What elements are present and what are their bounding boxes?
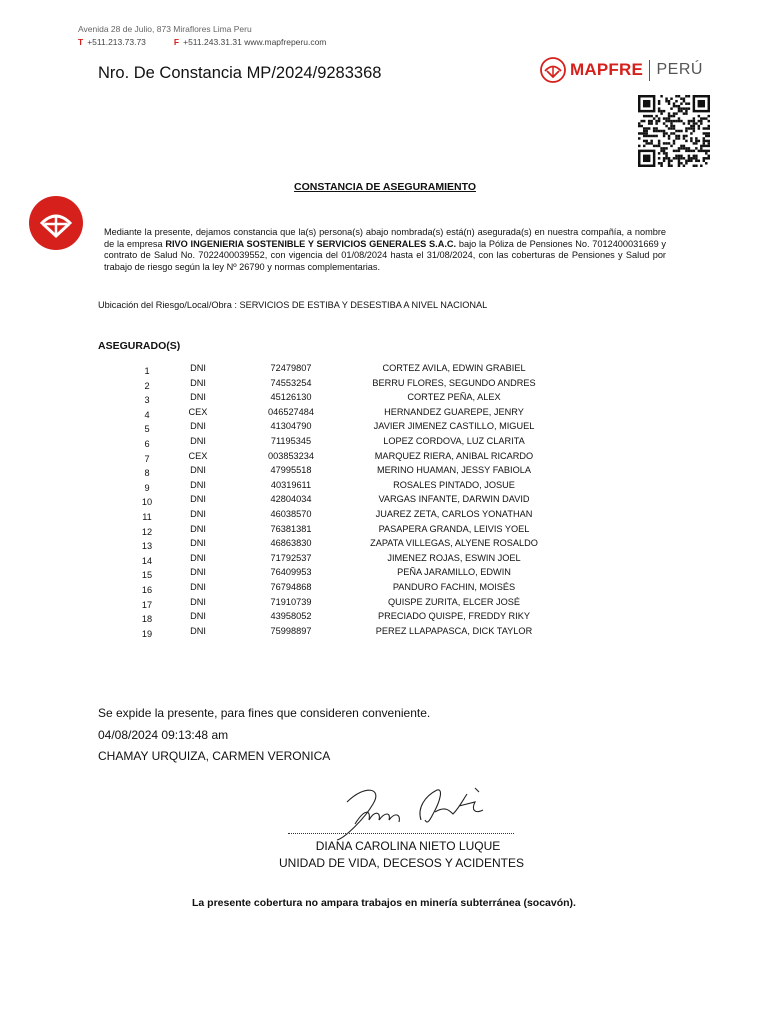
constancia-number: Nro. De Constancia MP/2024/9283368	[98, 64, 382, 82]
row-number: 7	[144, 453, 150, 464]
insured-name: PEÑA JARAMILLO, EDWIN	[397, 567, 511, 578]
document-type: DNI	[190, 436, 206, 446]
table-row	[0, 363, 768, 378]
insured-name: JAVIER JIMENEZ CASTILLO, MIGUEL	[373, 421, 535, 432]
table-row	[0, 582, 768, 597]
insured-name: VARGAS INFANTE, DARWIN DAVID	[378, 494, 530, 505]
paragraph-rest: bajo la Póliza de Pensiones No. 7012400031669 y contrato de Salud No. 7022400039552, con vigencia del 01/08/2024 hasta el 31/08/2024, con las coberturas de Pensiones y Salud por trabajo de riesgo según la ley Nº 26790 y normas complementarias.	[104, 238, 667, 272]
document-number: 76381381	[270, 523, 312, 534]
document-type: DNI	[190, 509, 206, 519]
row-number: 15	[141, 570, 153, 581]
document-type: CEX	[188, 406, 208, 417]
row-number: 11	[142, 512, 152, 522]
document-type: DNI	[190, 582, 206, 592]
row-number: 14	[141, 555, 153, 566]
mapfre-logo	[540, 57, 703, 83]
insured-name: JUAREZ ZETA, CARLOS YONATHAN	[375, 509, 533, 519]
fax-label: F	[173, 37, 180, 47]
document-type: DNI	[190, 494, 206, 505]
row-number: 1	[144, 366, 150, 376]
insured-name: QUISPE ZURITA, ELCER JOSÉ	[387, 596, 521, 607]
row-number: 12	[141, 526, 153, 537]
row-number: 2	[144, 380, 150, 391]
row-number: 8	[144, 468, 150, 479]
document-type: DNI	[190, 363, 206, 373]
header-contact	[78, 37, 326, 47]
table-row	[0, 538, 768, 553]
document-number: 76794868	[270, 582, 312, 592]
coverage-exclusion-note: La presente cobertura no ampara trabajos en minería subterránea (socavón).	[192, 897, 576, 909]
document-type: DNI	[190, 479, 206, 490]
table-row	[0, 611, 768, 626]
logo-name: MAPFRE	[570, 60, 643, 79]
row-number: 9	[144, 482, 150, 493]
signer-name: DIANA CAROLINA NIETO LUQUE	[315, 839, 501, 853]
document-type: CEX	[188, 450, 208, 461]
document-type: DNI	[190, 596, 206, 607]
table-row	[0, 378, 768, 393]
document-number: 43958052	[270, 611, 312, 622]
insured-name: BERRU FLORES, SEGUNDO ANDRES	[372, 377, 536, 388]
table-row	[0, 421, 768, 436]
document-number: 41304790	[270, 421, 312, 432]
row-number: 16	[141, 585, 153, 595]
document-type: DNI	[190, 421, 206, 432]
insured-name: CORTEZ AVILA, EDWIN GRABIEL	[382, 363, 526, 373]
table-row	[0, 407, 768, 422]
document-number: 46038570	[270, 509, 312, 519]
document-type: DNI	[190, 523, 206, 534]
company-name: RIVO INGENIERIA SOSTENIBLE Y SERVICIOS GENERALES S.A.C.	[165, 238, 457, 249]
document-number: 45126130	[270, 392, 312, 403]
logo-separator	[649, 60, 651, 81]
insured-name: ZAPATA VILLEGAS, ALYENE ROSALDO	[370, 538, 538, 549]
document-type: DNI	[190, 611, 206, 622]
issue-datetime: 04/08/2024 09:13:48 am	[98, 728, 229, 742]
insured-name: ROSALES PINTADO, JOSUE	[393, 479, 515, 490]
row-number: 6	[144, 439, 150, 449]
document-number: 003853234	[268, 450, 314, 461]
document-type: DNI	[190, 625, 206, 636]
intro-paragraph	[104, 227, 666, 273]
insured-name: MARQUEZ RIERA, ANIBAL RICARDO	[374, 450, 534, 461]
issue-statement: Se expide la presente, para fines que consideren conveniente.	[98, 706, 431, 720]
phone-label: T	[78, 37, 84, 47]
document-number: 046527484	[268, 406, 314, 417]
phone-number: +511.213.73.73	[87, 37, 146, 47]
table-row	[0, 392, 768, 407]
row-number: 3	[144, 395, 150, 406]
table-row	[0, 626, 768, 641]
document-number: 71792537	[270, 552, 312, 563]
table-row	[0, 597, 768, 612]
document-number: 40319611	[270, 479, 312, 490]
insured-name: PRECIADO QUISPE, FREDDY RIKY	[378, 611, 530, 622]
document-number: 47995518	[270, 465, 312, 476]
document-heading: CONSTANCIA DE ASEGURAMIENTO	[293, 181, 476, 193]
risk-location: Ubicación del Riesgo/Local/Obra : SERVICIOS DE ESTIBA Y DESESTIBA A NIVEL NACIONAL	[98, 300, 488, 310]
document-number: 75998897	[270, 625, 312, 636]
website-link[interactable]: www.mapfreperu.com	[244, 37, 327, 47]
table-row	[0, 567, 768, 582]
table-row	[0, 465, 768, 480]
signer-unit: UNIDAD DE VIDA, DECESOS Y ACIDENTES	[279, 856, 524, 870]
issuer-name: CHAMAY URQUIZA, CARMEN VERONICA	[98, 749, 331, 763]
insured-name: PANDURO FACHIN, MOISÉS	[392, 582, 516, 592]
row-number: 4	[144, 409, 150, 420]
document-number: 76409953	[270, 567, 312, 578]
insured-name: CORTEZ PEÑA, ALEX	[407, 392, 501, 403]
signature-line	[288, 823, 514, 834]
document-number: 71195345	[270, 436, 312, 446]
document-type: DNI	[190, 538, 206, 549]
document-type: DNI	[190, 465, 206, 476]
document-type: DNI	[190, 567, 206, 578]
insured-name: MERINO HUAMAN, JESSY FABIOLA	[376, 465, 531, 476]
table-row	[0, 524, 768, 539]
table-row	[0, 480, 768, 495]
document-type: DNI	[190, 377, 206, 388]
insured-heading: ASEGURADO(S)	[98, 340, 181, 352]
row-number: 10	[141, 497, 153, 508]
document-number: 71910739	[270, 596, 312, 607]
document-number: 46863830	[270, 538, 312, 549]
document-number: 42804034	[270, 494, 312, 505]
row-number: 18	[141, 614, 153, 625]
row-number: 19	[141, 628, 153, 639]
table-row	[0, 553, 768, 568]
insured-name: PEREZ LLAPAPASCA, DICK TAYLOR	[375, 625, 533, 636]
paragraph-intro: Mediante la presente, dejamos constancia que la(s) persona(s) abajo nombrada(s) está(n) asegurada(s) en nuestra compañía, a nombre de la empresa	[104, 227, 666, 249]
table-row	[0, 436, 768, 451]
qr-code-icon	[638, 95, 710, 167]
document-number: 74553254	[270, 377, 312, 388]
insured-name: JIMENEZ ROJAS, ESWIN JOEL	[387, 552, 521, 563]
mapfre-mark-icon	[540, 57, 566, 83]
insured-name: LOPEZ CORDOVA, LUZ CLARITA	[383, 436, 525, 446]
row-number: 17	[141, 599, 153, 610]
row-number: 5	[144, 424, 150, 435]
table-row	[0, 509, 768, 524]
insured-name: PASAPERA GRANDA, LEIVIS YOEL	[378, 523, 530, 534]
mapfre-mark-icon	[29, 196, 83, 250]
document-type: DNI	[190, 392, 206, 403]
logo-country: PERÚ	[656, 61, 703, 78]
insured-name: HERNANDEZ GUAREPE, JENRY	[384, 406, 524, 417]
fax-number: +511.243.31.31	[183, 37, 242, 47]
row-number: 13	[141, 541, 153, 552]
table-row	[0, 451, 768, 466]
header-address: Avenida 28 de Julio, 873 Miraflores Lima Peru	[78, 24, 252, 34]
table-row	[0, 494, 768, 509]
document-type: DNI	[190, 552, 206, 563]
document-number: 72479807	[270, 363, 312, 373]
